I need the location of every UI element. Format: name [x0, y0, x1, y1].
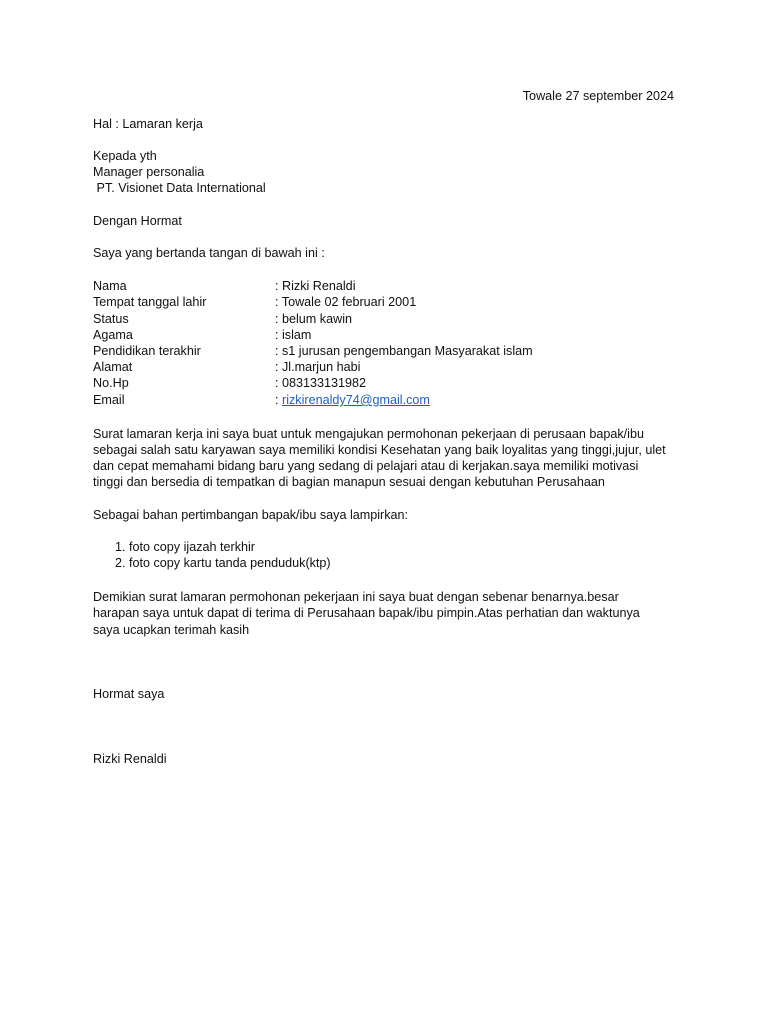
recipient-line-3: PT. Visionet Data International [93, 181, 266, 195]
sign-off: Hormat saya [93, 687, 165, 701]
attachment-item: 1. foto copy ijazah terkhir [129, 539, 331, 555]
attachments-list [93, 539, 331, 572]
detail-value-agama: : islam [275, 328, 312, 342]
body-line-4: tinggi dan bersedia di tempatkan di bagian manapun sesuai dengan kebutuhan Perusahaan [93, 475, 605, 489]
recipient-line-1: Kepada yth [93, 149, 157, 163]
detail-label-alamat: Alamat [93, 360, 133, 374]
body-line-2: sebagai salah satu karyawan saya memiliki kondisi Kesehatan yang baik loyalitas yang tinggi,jujur, ulet [93, 443, 666, 457]
detail-label-nohp: No.Hp [93, 376, 129, 390]
detail-value-status: : belum kawin [275, 312, 352, 326]
detail-value-pendidikan: : s1 jurusan pengembangan Masyarakat islam [275, 344, 533, 358]
intro-text: Saya yang bertanda tangan di bawah ini : [93, 246, 325, 260]
body-line-1: Surat lamaran kerja ini saya buat untuk mengajukan permohonan pekerjaan di perusaan bapak/ibu [93, 427, 644, 441]
detail-label-pendidikan: Pendidikan terakhir [93, 344, 201, 358]
letter-subject: Hal : Lamaran kerja [93, 117, 203, 131]
recipient-line-2: Manager personalia [93, 165, 205, 179]
detail-value-email [275, 392, 430, 408]
detail-label-ttl: Tempat tanggal lahir [93, 295, 207, 309]
closing-line-3: saya ucapkan terimah kasih [93, 623, 250, 637]
detail-label-email: Email [93, 393, 125, 407]
attachment-item: 2. foto copy kartu tanda penduduk(ktp) [129, 555, 331, 571]
detail-value-nama: : Rizki Renaldi [275, 279, 356, 293]
greeting: Dengan Hormat [93, 214, 182, 228]
email-prefix: : [275, 393, 282, 407]
detail-label-agama: Agama [93, 328, 133, 342]
closing-line-2: harapan saya untuk dapat di terima di Perusahaan bapak/ibu pimpin.Atas perhatian dan waktunya [93, 606, 640, 620]
email-link[interactable]: rizkirenaldy74@gmail.com [282, 393, 430, 407]
letter-date: Towale 27 september 2024 [522, 89, 674, 103]
detail-value-nohp: : 083133131982 [275, 376, 367, 390]
closing-line-1: Demikian surat lamaran permohonan pekerjaan ini saya buat dengan sebenar benarnya.besar [93, 590, 619, 604]
detail-label-nama: Nama [93, 279, 127, 293]
body-line-3: dan cepat memahami bidang baru yang sedang di pelajari atau di kerjakan.saya memiliki motivasi [93, 459, 639, 473]
signature-name: Rizki Renaldi [93, 752, 167, 766]
detail-label-status: Status [93, 312, 129, 326]
detail-value-alamat: : Jl.marjun habi [275, 360, 361, 374]
detail-value-ttl: : Towale 02 februari 2001 [275, 295, 417, 309]
attachments-intro: Sebagai bahan pertimbangan bapak/ibu saya lampirkan: [93, 508, 409, 522]
